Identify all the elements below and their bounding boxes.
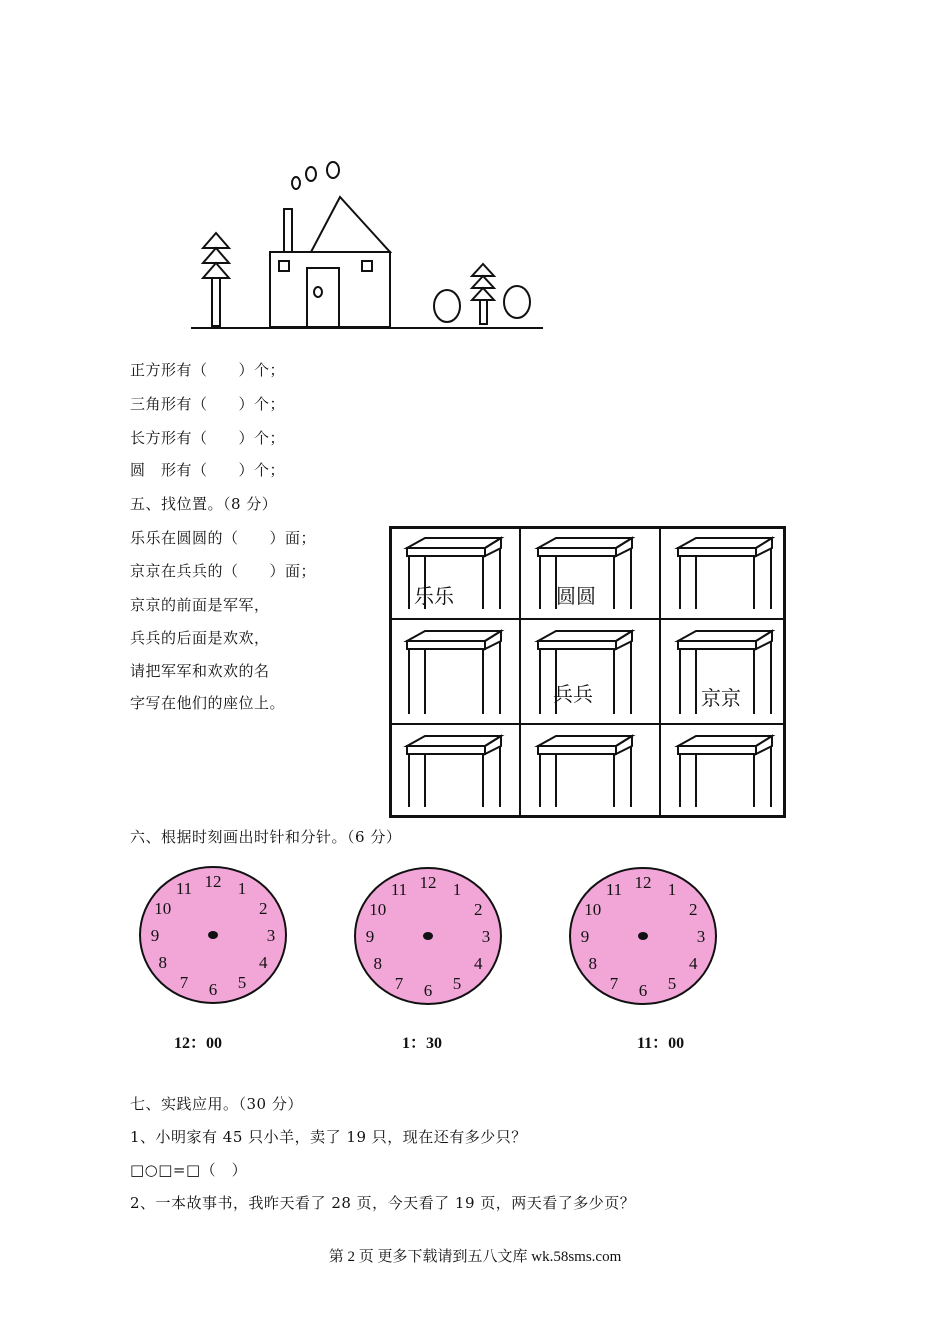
clock-number: 2	[473, 900, 483, 919]
question-1: 1、小明家有 45 只小羊，卖了 19 只，现在还有多少只？	[130, 1128, 527, 1146]
desk-drawing	[678, 736, 772, 807]
desk-drawing	[407, 736, 501, 807]
clock-number: 9	[365, 927, 375, 946]
seat-name-leile: 乐乐	[414, 584, 454, 608]
clock-number: 10	[369, 900, 387, 919]
clock-number: 6	[423, 981, 433, 1000]
tree-triangle	[203, 248, 229, 263]
shapes-picture	[0, 0, 950, 340]
section5-line-1: 乐乐在圆圆的（ ）面；	[130, 529, 317, 547]
square-count-line: 正方形有（ ）个；	[130, 361, 286, 379]
window-square	[362, 261, 372, 271]
clock-number: 11	[390, 880, 408, 900]
clock-face	[140, 867, 286, 1003]
clock-number: 8	[588, 954, 598, 973]
clock-number: 5	[237, 972, 247, 992]
desk-drawing	[407, 631, 501, 714]
clock-number: 11	[605, 880, 623, 900]
smoke-circle	[292, 177, 300, 189]
clock-number: 1	[667, 880, 677, 900]
clock-number: 8	[373, 954, 383, 973]
tree-triangle	[472, 288, 494, 300]
clock-number: 10	[154, 899, 172, 918]
clock-number: 3	[481, 927, 491, 946]
section7-title: 七、实践应用。（30 分）	[130, 1095, 303, 1113]
clock-time-2: 1：30	[402, 1035, 443, 1052]
section5-line-3: 京京的前面是军军，	[130, 596, 270, 614]
door-knob-circle	[314, 287, 322, 297]
clock-number: 5	[452, 973, 462, 993]
clock-number: 9	[150, 926, 160, 945]
window-square	[279, 261, 289, 271]
tree-trunk-rectangle	[480, 300, 487, 324]
clock-number: 3	[696, 927, 706, 946]
tree-triangle	[472, 264, 494, 276]
clock-number: 1	[237, 879, 247, 899]
clock-face	[355, 868, 501, 1004]
seat-name-bingbing: 兵兵	[553, 682, 593, 706]
section5-line-2: 京京在兵兵的（ ）面；	[130, 562, 317, 580]
tree-triangle	[472, 276, 494, 288]
clock-number: 10	[584, 900, 602, 919]
bush-circle	[434, 290, 460, 322]
clock-number: 6	[208, 980, 218, 999]
clock-time-3: 11：00	[637, 1035, 685, 1052]
clock-faces	[0, 860, 950, 1020]
circle-count-line: 圆 形有（ ）个；	[130, 461, 286, 479]
clock-number: 2	[258, 899, 268, 918]
roof-triangle	[311, 197, 390, 252]
tree-triangle	[203, 233, 229, 248]
smoke-circle	[306, 167, 316, 181]
question-1-formula: □○□=□（ ）	[130, 1161, 248, 1179]
clock-number: 5	[667, 973, 677, 993]
clock-center-dot	[423, 932, 433, 940]
section6-title: 六、根据时刻画出时针和分针。（6 分）	[130, 828, 402, 846]
clock-number: 1	[452, 880, 462, 900]
tree-trunk-rectangle	[212, 278, 220, 326]
clock-number: 12	[204, 872, 222, 891]
clock-time-1: 12：00	[174, 1035, 223, 1052]
clock-number: 4	[688, 954, 698, 973]
clock-number: 7	[609, 973, 619, 993]
rectangle-count-line: 长方形有（ ）个；	[130, 429, 286, 447]
seat-grid	[389, 526, 787, 819]
clock-number: 9	[580, 927, 590, 946]
clock-number: 7	[179, 972, 189, 992]
clock-number: 12	[419, 873, 437, 892]
chimney-rectangle	[284, 209, 292, 252]
clock-face	[570, 868, 716, 1004]
clock-number: 12	[634, 873, 652, 892]
clock-number: 6	[638, 981, 648, 1000]
section5-line-6: 字写在他们的座位上。	[130, 694, 286, 712]
clock-number: 8	[158, 953, 168, 972]
seat-name-jingjing: 京京	[701, 686, 741, 710]
section5-line-5: 请把军军和欢欢的名	[130, 662, 270, 680]
door-rectangle	[307, 268, 339, 327]
triangle-count-line: 三角形有（ ）个；	[130, 395, 286, 413]
desk-drawing	[538, 736, 632, 807]
desk-drawing	[678, 538, 772, 609]
tree-triangle	[203, 263, 229, 278]
seat-name-yuanyuan: 圆圆	[556, 584, 596, 608]
question-2: 2、一本故事书，我昨天看了 28 页，今天看了 19 页，两天看了多少页？	[130, 1194, 636, 1212]
clock-number: 7	[394, 973, 404, 993]
clock-number: 2	[688, 900, 698, 919]
clock-number: 4	[473, 954, 483, 973]
section5-line-4: 兵兵的后面是欢欢，	[130, 629, 270, 647]
clock-number: 11	[175, 879, 193, 899]
page-footer: 第 2 页 更多下载请到五八文库 wk.58sms.com	[328, 1249, 622, 1265]
clock-center-dot	[208, 931, 218, 939]
clock-number: 4	[258, 953, 268, 972]
bush-circle	[504, 286, 530, 318]
smoke-circle	[327, 162, 339, 178]
clock-center-dot	[638, 932, 648, 940]
section5-title: 五、找位置。（8 分）	[130, 495, 278, 513]
clock-number: 3	[266, 926, 276, 945]
